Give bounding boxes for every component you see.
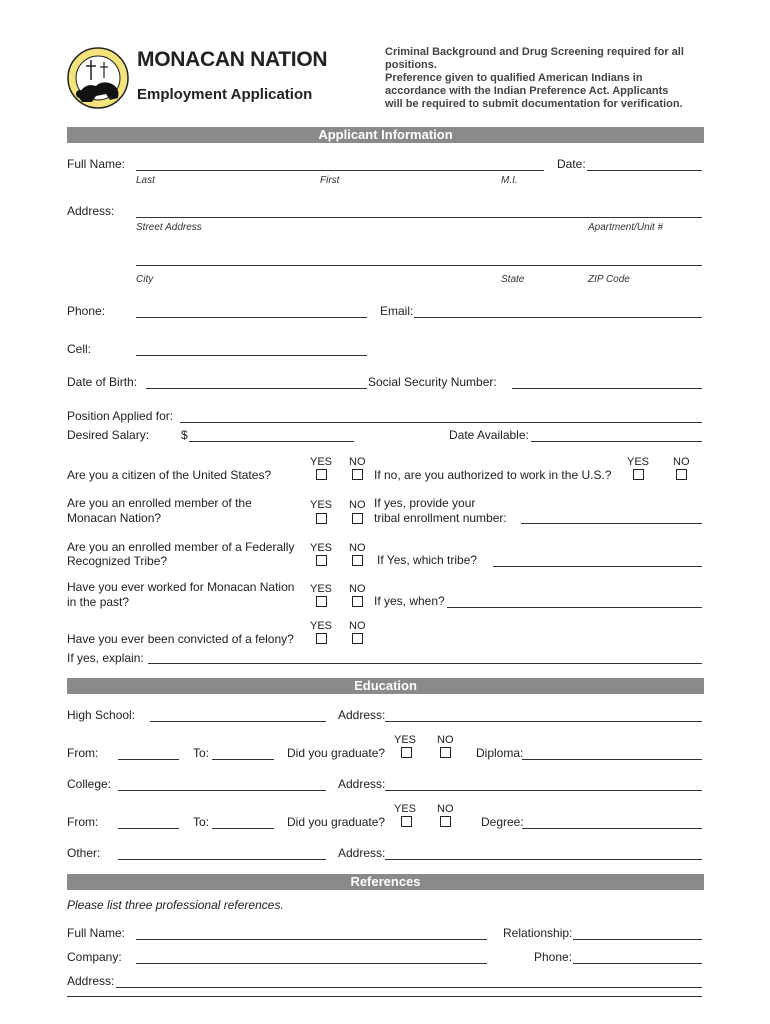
hs-to-field[interactable]: [212, 759, 274, 760]
section-header-education: Education: [67, 678, 704, 694]
salary-field[interactable]: [189, 441, 354, 442]
monacan-nation-seal-logo: [66, 46, 130, 110]
state-caption: State: [501, 274, 525, 285]
hs-graduate-label: Did you graduate?: [287, 746, 386, 760]
felony-no-label: NO: [349, 620, 366, 632]
citizen-question: Are you a citizen of the United States?: [67, 468, 272, 482]
zip-caption: ZIP Code: [588, 274, 630, 285]
felony-explain-field[interactable]: [148, 663, 702, 664]
authorized-no-label: NO: [673, 456, 690, 468]
worked-yes-checkbox[interactable]: [316, 596, 327, 607]
authorized-yes-label: YES: [627, 456, 650, 468]
high-school-address-label: Address:: [338, 708, 386, 722]
college-from-field[interactable]: [118, 828, 179, 829]
worked-question-line1: Have you ever worked for Monacan Nation: [67, 580, 295, 594]
tribal-number-field[interactable]: [521, 523, 702, 524]
salary-label: Desired Salary:: [67, 428, 150, 442]
last-name-caption: Last: [136, 175, 155, 186]
date-available-label: Date Available:: [449, 428, 529, 442]
college-field[interactable]: [118, 790, 326, 791]
worked-when-label: If yes, when?: [374, 594, 445, 608]
page-title: MONACAN NATION: [137, 48, 328, 71]
federal-question-line2: Recognized Tribe?: [67, 554, 168, 568]
which-tribe-field[interactable]: [493, 566, 702, 567]
enrolled-question-line1: Are you an enrolled member of the: [67, 496, 252, 510]
hs-to-label: To:: [193, 746, 210, 760]
enrolled-no-label: NO: [349, 499, 366, 511]
apartment-caption: Apartment/Unit #: [588, 222, 664, 233]
page-subtitle: Employment Application: [137, 86, 313, 103]
felony-yes-checkbox[interactable]: [316, 633, 327, 644]
phone-field[interactable]: [136, 317, 367, 318]
tribal-number-line1: If yes, provide your: [374, 496, 476, 510]
felony-question: Have you ever been convicted of a felony?: [67, 632, 294, 646]
hs-graduate-yes-label: YES: [394, 734, 417, 746]
ssn-label: Social Security Number:: [368, 375, 497, 389]
hs-from-label: From:: [67, 746, 99, 760]
high-school-address-field[interactable]: [385, 721, 702, 722]
hs-from-field[interactable]: [118, 759, 179, 760]
notice-line: will be required to submit documentation for verification.: [385, 98, 683, 110]
college-address-field[interactable]: [385, 790, 702, 791]
enrolled-yes-label: YES: [310, 499, 333, 511]
other-education-field[interactable]: [118, 859, 326, 860]
college-address-label: Address:: [338, 777, 386, 791]
full-name-label: Full Name:: [67, 157, 126, 171]
felony-yes-label: YES: [310, 620, 333, 632]
street-address-caption: Street Address: [136, 222, 202, 233]
reference-name-field[interactable]: [136, 939, 487, 940]
divider: [67, 996, 702, 997]
hs-graduate-no-checkbox[interactable]: [440, 747, 451, 758]
position-label: Position Applied for:: [67, 409, 174, 423]
college-graduate-yes-checkbox[interactable]: [401, 816, 412, 827]
cell-field[interactable]: [136, 355, 367, 356]
ssn-field[interactable]: [512, 388, 702, 389]
federal-no-checkbox[interactable]: [352, 555, 363, 566]
section-header-applicant-information: Applicant Information: [67, 127, 704, 143]
which-tribe-label: If Yes, which tribe?: [377, 553, 478, 567]
diploma-label: Diploma:: [476, 746, 524, 760]
reference-address-label: Address:: [67, 974, 115, 988]
dob-field[interactable]: [146, 388, 367, 389]
other-education-label: Other:: [67, 846, 101, 860]
college-to-field[interactable]: [212, 828, 274, 829]
high-school-label: High School:: [67, 708, 136, 722]
references-instruction: Please list three professional references.: [67, 898, 284, 912]
phone-label: Phone:: [67, 304, 106, 318]
authorized-question: If no, are you authorized to work in the U.S.?: [374, 468, 612, 482]
worked-when-field[interactable]: [447, 607, 702, 608]
screening-notice: [385, 46, 705, 111]
worked-question-line2: in the past?: [67, 595, 130, 609]
citizen-no-label: NO: [349, 456, 366, 468]
worked-no-checkbox[interactable]: [352, 596, 363, 607]
worked-no-label: NO: [349, 583, 366, 595]
enrolled-question-line2: Monacan Nation?: [67, 511, 162, 525]
college-label: College:: [67, 777, 112, 791]
authorized-yes-checkbox[interactable]: [633, 469, 644, 480]
reference-name-label: Full Name:: [67, 926, 126, 940]
date-field[interactable]: [587, 170, 702, 171]
tribal-number-line2: tribal enrollment number:: [374, 511, 507, 525]
address-label: Address:: [67, 204, 115, 218]
felony-no-checkbox[interactable]: [352, 633, 363, 644]
citizen-yes-checkbox[interactable]: [316, 469, 327, 480]
federal-yes-checkbox[interactable]: [316, 555, 327, 566]
date-label: Date:: [557, 157, 586, 171]
other-address-field[interactable]: [385, 859, 702, 860]
dob-label: Date of Birth:: [67, 375, 138, 389]
federal-no-label: NO: [349, 542, 366, 554]
high-school-field[interactable]: [150, 721, 326, 722]
worked-yes-label: YES: [310, 583, 333, 595]
email-label: Email:: [380, 304, 414, 318]
notice-line: Preference given to qualified American Indians in: [385, 72, 643, 84]
cell-label: Cell:: [67, 342, 92, 356]
reference-phone-label: Phone:: [534, 950, 573, 964]
section-header-references: References: [67, 874, 704, 890]
degree-field[interactable]: [522, 828, 702, 829]
diploma-field[interactable]: [522, 759, 702, 760]
reference-address-field[interactable]: [116, 987, 702, 988]
date-available-field[interactable]: [531, 441, 702, 442]
city-state-zip-field[interactable]: [136, 265, 702, 266]
first-name-caption: First: [320, 175, 340, 186]
citizen-yes-label: YES: [310, 456, 333, 468]
position-field[interactable]: [180, 422, 702, 423]
college-graduate-yes-label: YES: [394, 803, 417, 815]
middle-initial-caption: M.I.: [501, 175, 518, 186]
reference-relationship-field[interactable]: [573, 939, 702, 940]
reference-relationship-label: Relationship:: [503, 926, 573, 940]
notice-line: Criminal Background and Drug Screening required for all: [385, 46, 684, 58]
college-graduate-label: Did you graduate?: [287, 815, 386, 829]
hs-graduate-no-label: NO: [437, 734, 454, 746]
other-address-label: Address:: [338, 846, 386, 860]
reference-phone-field[interactable]: [573, 963, 702, 964]
reference-company-field[interactable]: [136, 963, 487, 964]
reference-company-label: Company:: [67, 950, 122, 964]
full-name-field[interactable]: [136, 170, 544, 171]
college-to-label: To:: [193, 815, 210, 829]
authorized-no-checkbox[interactable]: [676, 469, 687, 480]
dollar-sign: $: [181, 428, 188, 442]
federal-yes-label: YES: [310, 542, 333, 554]
degree-label: Degree:: [481, 815, 524, 829]
college-graduate-no-label: NO: [437, 803, 454, 815]
notice-line: accordance with the Indian Preference Act. Applicants: [385, 85, 669, 97]
street-address-field[interactable]: [136, 217, 702, 218]
federal-question-line1: Are you an enrolled member of a Federally: [67, 540, 295, 554]
notice-line: positions.: [385, 59, 437, 71]
hs-graduate-yes-checkbox[interactable]: [401, 747, 412, 758]
college-from-label: From:: [67, 815, 99, 829]
citizen-no-checkbox[interactable]: [352, 469, 363, 480]
enrolled-yes-checkbox[interactable]: [316, 513, 327, 524]
college-graduate-no-checkbox[interactable]: [440, 816, 451, 827]
enrolled-no-checkbox[interactable]: [352, 513, 363, 524]
city-caption: City: [136, 274, 154, 285]
felony-explain-label: If yes, explain:: [67, 651, 144, 665]
email-field[interactable]: [414, 317, 702, 318]
